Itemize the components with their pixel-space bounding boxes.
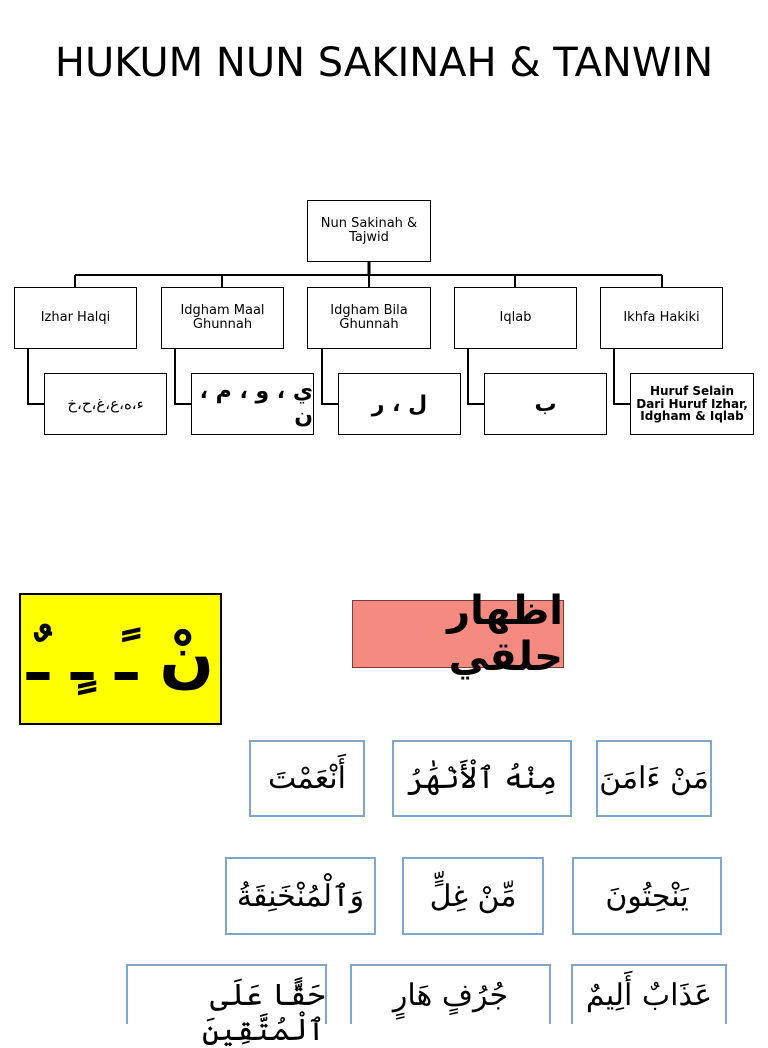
letters-text: ب — [534, 391, 557, 417]
category-label: Iqlab — [499, 309, 532, 325]
category-node-izhar-halqi — [14, 287, 137, 349]
letters-text: Huruf Selain Dari Huruf Izhar, Idgham & Iqlab — [636, 384, 748, 424]
example-text: مِنْهُ ٱلْأَنْهَٰرُ — [406, 761, 558, 796]
letters-text: ء،ه،ع،غ،ح،خ — [67, 395, 144, 413]
letters-node-idgham-maal-ghunnah — [191, 373, 314, 435]
category-node-ikhfa-hakiki — [600, 287, 723, 349]
example-box — [126, 964, 327, 1048]
category-label: Izhar Halqi — [40, 309, 111, 325]
nun-tanwin-symbol: نْ ـً ـٍ ـٌ — [26, 622, 215, 696]
letters-text: ي ، و ، م ، ن — [199, 379, 313, 429]
example-text: مَنْ ءَامَنَ — [599, 761, 709, 796]
example-box — [392, 740, 572, 817]
category-label: Idgham Bila Ghunnah — [330, 302, 408, 332]
example-text: يَنْحِتُونَ — [605, 878, 689, 914]
letters-node-ikhfa-hakiki — [630, 373, 754, 435]
tree-root-node — [307, 200, 431, 262]
letters-node-izhar-halqi — [44, 373, 167, 435]
example-box — [572, 857, 722, 935]
izhar-halqi-heading — [352, 588, 564, 680]
example-box — [225, 857, 376, 935]
example-box — [350, 964, 551, 1024]
tree-root-label: Nun Sakinah & Tajwid — [320, 215, 418, 245]
letters-node-iqlab — [484, 373, 607, 435]
example-text: عَذَابٌ أَلِيمٌ — [585, 978, 713, 1013]
example-text: أَنْعَمْتَ — [268, 761, 346, 796]
category-node-iqlab — [454, 287, 577, 349]
letters-text: ل ، ر — [371, 391, 428, 417]
example-box — [571, 964, 727, 1024]
letters-node-idgham-bila-ghunnah — [338, 373, 461, 435]
page-title: HUKUM NUN SAKINAH & TANWIN — [54, 40, 714, 86]
example-text: مِّنْ غِلٍّ — [429, 878, 517, 914]
example-box — [596, 740, 712, 817]
example-box — [249, 740, 365, 817]
example-text: جُرُفٍ هَارٍ — [392, 978, 509, 1013]
example-text: حَقًّا عَلَى ٱلْمُتَّقِينَ — [201, 978, 325, 1048]
category-node-idgham-bila-ghunnah — [307, 287, 431, 349]
category-node-idgham-maal-ghunnah — [161, 287, 284, 349]
category-label: Idgham Maal Ghunnah — [180, 302, 265, 332]
example-box — [402, 857, 544, 935]
nun-tanwin-symbol-box — [19, 593, 222, 725]
example-text: وَٱلْمُنْخَنِقَةُ — [236, 878, 365, 914]
category-label: Ikhfa Hakiki — [623, 309, 700, 325]
izhar-halqi-heading-text: اظهار حلقي — [447, 588, 563, 680]
